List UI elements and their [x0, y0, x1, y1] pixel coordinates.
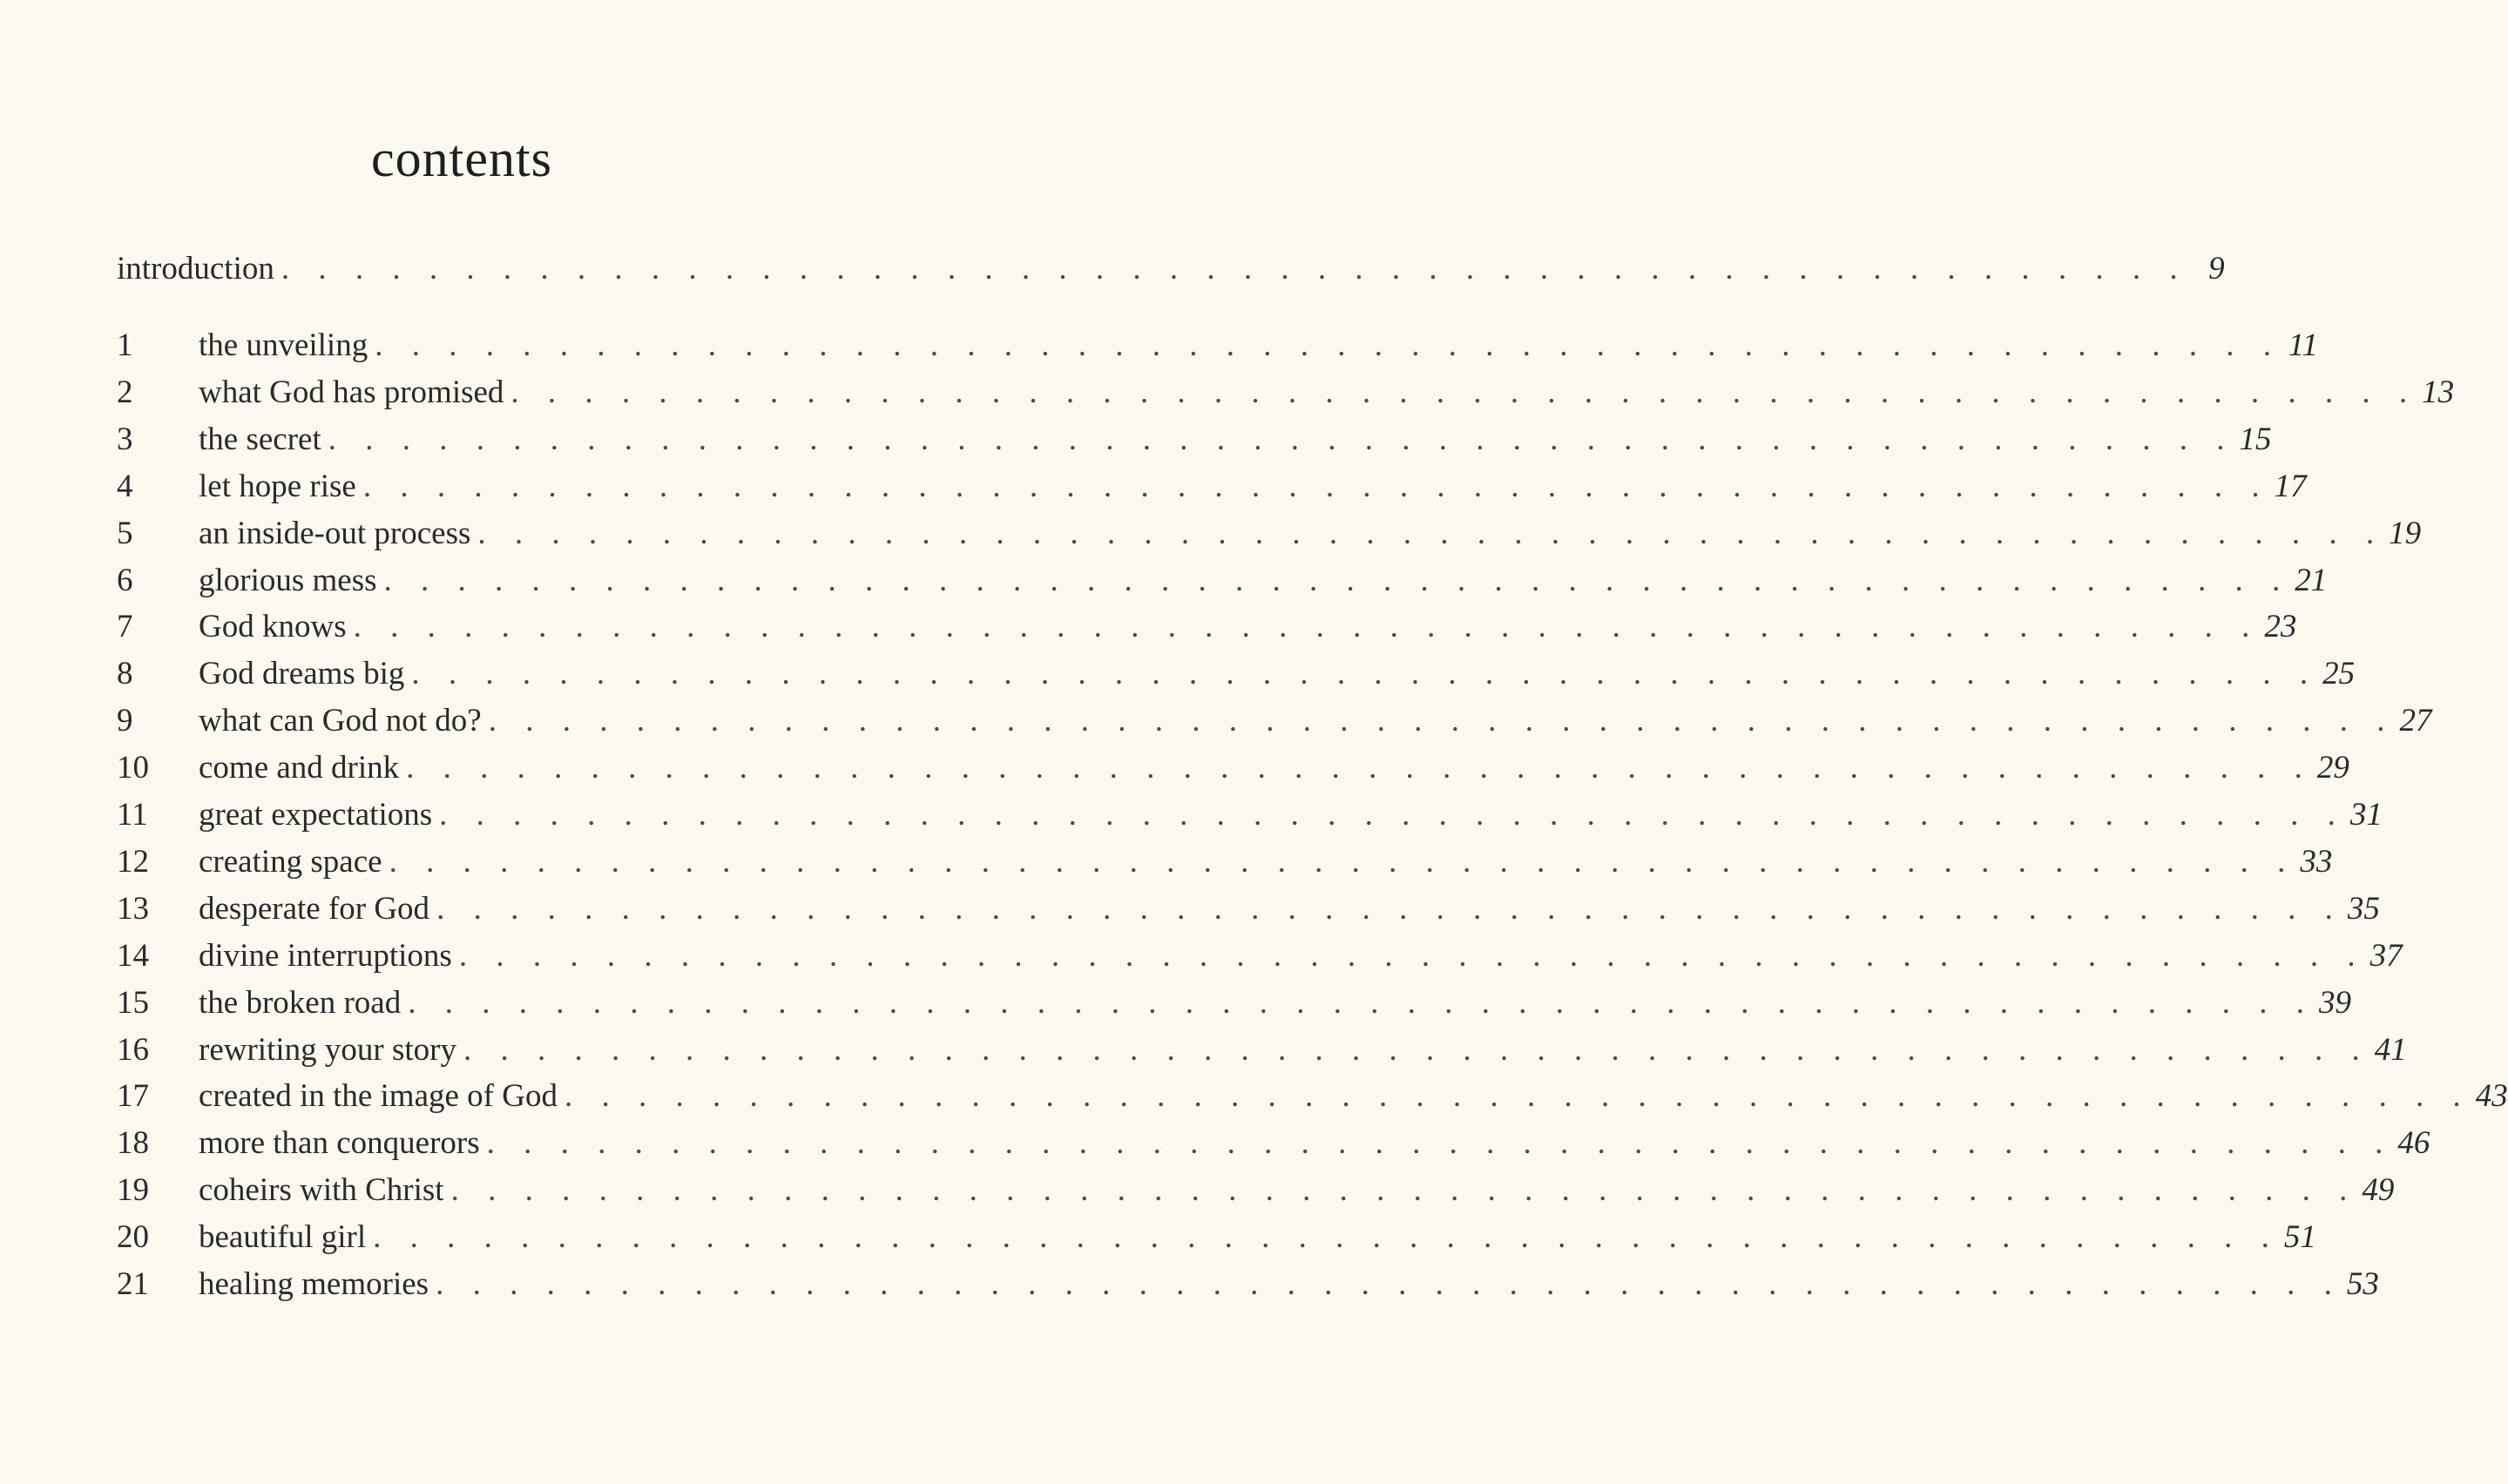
toc-leader-dots: . . . . . . . . . . . . . . . . . . . . . . . . . . . . . . . . . . . . . . . . . . . . . . . . . . . .: [411, 656, 2319, 691]
toc-entry-label: introduction: [117, 251, 274, 287]
toc-entry-chapter-1[interactable]: [117, 327, 2318, 370]
toc-leader-dots: . . . . . . . . . . . . . . . . . . . . . . . . . . . . . . . . . . . . . . . . . . . . . . . . . . . .: [373, 1219, 2280, 1255]
toc-leader-dots: . . . . . . . . . . . . . . . . . . . . . . . . . . . . . . . . . . . . . . . . . . . . . . . . . . . .: [488, 703, 2396, 739]
chapter-page-number: 35: [2347, 891, 2380, 927]
chapter-number: 2: [117, 374, 133, 410]
toc-leader-dots: . . . . . . . . . . . . . . . . . . . . . . . . . . . . . . . . . . . . . . . . . . . . . . . . . . . .: [436, 891, 2343, 927]
toc-leader-dots: . . . . . . . . . . . . . . . . . . . . . . . . . . . . . . . . . . . . . . . . . . . . . . . . . . . .: [510, 374, 2418, 410]
chapter-title: God knows: [199, 609, 347, 644]
toc-entry-chapter-18[interactable]: [117, 1124, 2430, 1168]
chapter-title: God dreams big: [199, 656, 405, 691]
chapter-title: the secret: [199, 422, 321, 457]
chapter-page-number: 39: [2318, 985, 2351, 1021]
chapter-number: 11: [117, 797, 148, 833]
chapter-title: coheirs with Christ: [199, 1172, 444, 1208]
chapter-page-number: 49: [2362, 1172, 2395, 1208]
chapter-title: beautiful girl: [199, 1219, 367, 1255]
chapter-number: 4: [117, 469, 133, 504]
toc-entry-chapter-11[interactable]: [117, 796, 2383, 840]
chapter-page-number: 17: [2274, 469, 2307, 504]
chapter-number: 13: [117, 891, 149, 927]
chapter-page-number: 11: [2288, 327, 2318, 363]
toc-leader-dots: . . . . . . . . . . . . . . . . . . . . . . . . . . . . . . . . . . . . . . . . . . . . . . . . . . . .: [389, 844, 2296, 880]
chapter-page-number: 33: [2300, 844, 2333, 880]
toc-entry-chapter-21[interactable]: [117, 1265, 2379, 1309]
toc-entry-chapter-5[interactable]: [117, 515, 2422, 558]
chapter-title: glorious mess: [199, 563, 377, 598]
chapter-number: 20: [117, 1219, 149, 1255]
chapter-title: what God has promised: [199, 374, 504, 410]
toc-leader-dots: . . . . . . . . . . . . . . . . . . . . . . . . . . . . . . . . . . . . . . . . . . . . . . . . . . . .: [353, 609, 2261, 644]
chapter-number: 7: [117, 609, 133, 644]
chapter-number: 6: [117, 563, 133, 598]
chapter-page-number: 41: [2374, 1032, 2407, 1068]
toc-leader-dots: . . . . . . . . . . . . . . . . . . . . . . . . . . . . . . . . . . . . . . . . . . . . . . . . . . . .: [383, 563, 2291, 598]
chapter-title: the unveiling: [199, 327, 368, 363]
toc-leader-dots: . . . . . . . . . . . . . . . . . . . . . . . . . . . . . . . . . . . . . . . . . . . . . . . . . . . .: [450, 1172, 2358, 1208]
chapter-title: an inside-out process: [199, 516, 471, 551]
toc-leader-dots: . . . . . . . . . . . . . . . . . . . . . . . . . . . . . . . . . . . . . . . . . . . . . . . . . . . .: [281, 251, 2188, 287]
chapter-page-number: 37: [2369, 938, 2403, 974]
toc-entry-chapter-16[interactable]: [117, 1031, 2407, 1075]
toc-entry-introduction[interactable]: [117, 250, 2225, 293]
chapter-title: created in the image of God: [199, 1078, 558, 1114]
chapter-number: 15: [117, 985, 149, 1021]
chapter-title: come and drink: [199, 750, 400, 786]
toc-leader-dots: . . . . . . . . . . . . . . . . . . . . . . . . . . . . . . . . . . . . . . . . . . . . . . . . . . . .: [458, 938, 2366, 974]
toc-page-number: 9: [2208, 251, 2225, 287]
chapter-title: great expectations: [199, 797, 433, 833]
toc-entry-chapter-12[interactable]: [117, 843, 2333, 887]
chapter-page-number: 46: [2397, 1125, 2430, 1161]
chapter-title: healing memories: [199, 1266, 429, 1302]
toc-entry-chapter-3[interactable]: [117, 421, 2272, 464]
toc-leader-dots: . . . . . . . . . . . . . . . . . . . . . . . . . . . . . . . . . . . . . . . . . . . . . . . . . . . .: [564, 1078, 2471, 1114]
toc-entry-chapter-14[interactable]: [117, 937, 2403, 981]
chapter-page-number: 25: [2322, 656, 2356, 691]
toc-leader-dots: . . . . . . . . . . . . . . . . . . . . . . . . . . . . . . . . . . . . . . . . . . . . . . . . . . . .: [406, 750, 2313, 786]
toc-entry-chapter-9[interactable]: [117, 702, 2432, 745]
toc-entry-chapter-10[interactable]: [117, 749, 2349, 793]
chapter-title: rewriting your story: [199, 1032, 456, 1068]
chapter-page-number: 23: [2264, 609, 2297, 644]
toc-leader-dots: . . . . . . . . . . . . . . . . . . . . . . . . . . . . . . . . . . . . . . . . . . . . . . . . . . . .: [436, 1266, 2342, 1302]
toc-entry-chapter-6[interactable]: [117, 562, 2328, 605]
chapter-number: 18: [117, 1125, 149, 1161]
chapter-page-number: 31: [2349, 797, 2383, 833]
toc-entry-chapter-19[interactable]: [117, 1171, 2395, 1215]
chapter-number: 21: [117, 1266, 149, 1302]
toc-leader-dots: . . . . . . . . . . . . . . . . . . . . . . . . . . . . . . . . . . . . . . . . . . . . . . . . . . . .: [362, 469, 2270, 504]
chapter-number: 5: [117, 516, 133, 551]
chapter-title: the broken road: [199, 985, 402, 1021]
chapter-page-number: 29: [2316, 750, 2349, 786]
chapter-page-number: 19: [2389, 516, 2422, 551]
chapter-page-number: 15: [2239, 422, 2272, 457]
chapter-number: 8: [117, 656, 133, 691]
chapter-title: what can God not do?: [199, 703, 482, 739]
chapter-title: let hope rise: [199, 469, 356, 504]
page-title: contents: [371, 130, 552, 187]
toc-leader-dots: . . . . . . . . . . . . . . . . . . . . . . . . . . . . . . . . . . . . . . . . . . . . . . . . . . . .: [463, 1032, 2370, 1068]
chapter-title: more than conquerors: [199, 1125, 480, 1161]
toc-leader-dots: . . . . . . . . . . . . . . . . . . . . . . . . . . . . . . . . . . . . . . . . . . . . . . . . . . . .: [375, 327, 2282, 363]
toc-leader-dots: . . . . . . . . . . . . . . . . . . . . . . . . . . . . . . . . . . . . . . . . . . . . . . . . . . . .: [439, 797, 2346, 833]
chapter-number: 10: [117, 750, 149, 786]
chapter-number: 17: [117, 1078, 149, 1114]
toc-entry-chapter-7[interactable]: [117, 608, 2297, 651]
toc-entry-chapter-17[interactable]: [117, 1077, 2508, 1121]
chapter-number: 12: [117, 844, 149, 880]
toc-leader-dots: . . . . . . . . . . . . . . . . . . . . . . . . . . . . . . . . . . . . . . . . . . . . . . . . . . . .: [477, 516, 2385, 551]
chapter-number: 9: [117, 703, 133, 739]
chapter-title: creating space: [199, 844, 382, 880]
chapter-page-number: 21: [2295, 563, 2328, 598]
toc-entry-chapter-15[interactable]: [117, 984, 2351, 1028]
toc-entry-chapter-20[interactable]: [117, 1218, 2316, 1262]
toc-leader-dots: . . . . . . . . . . . . . . . . . . . . . . . . . . . . . . . . . . . . . . . . . . . . . . . . . . . .: [328, 422, 2235, 457]
chapter-page-number: 53: [2346, 1266, 2379, 1302]
chapter-title: divine interruptions: [199, 938, 452, 974]
chapter-page-number: 43: [2475, 1078, 2508, 1114]
toc-leader-dots: . . . . . . . . . . . . . . . . . . . . . . . . . . . . . . . . . . . . . . . . . . . . . . . . . . . .: [486, 1125, 2394, 1161]
toc-leader-dots: . . . . . . . . . . . . . . . . . . . . . . . . . . . . . . . . . . . . . . . . . . . . . . . . . . . .: [408, 985, 2315, 1021]
toc-entry-chapter-2[interactable]: [117, 374, 2455, 417]
chapter-number: 1: [117, 327, 133, 363]
chapter-number: 3: [117, 422, 133, 457]
chapter-number: 19: [117, 1172, 149, 1208]
chapter-page-number: 51: [2283, 1219, 2316, 1255]
chapter-number: 16: [117, 1032, 149, 1068]
chapter-page-number: 13: [2422, 374, 2455, 410]
toc-entry-chapter-13[interactable]: [117, 890, 2380, 934]
chapter-title: desperate for God: [199, 891, 430, 927]
chapter-number: 14: [117, 938, 149, 974]
toc-entry-chapter-4[interactable]: [117, 468, 2307, 511]
chapter-page-number: 27: [2399, 703, 2432, 739]
toc-entry-chapter-8[interactable]: [117, 655, 2356, 698]
